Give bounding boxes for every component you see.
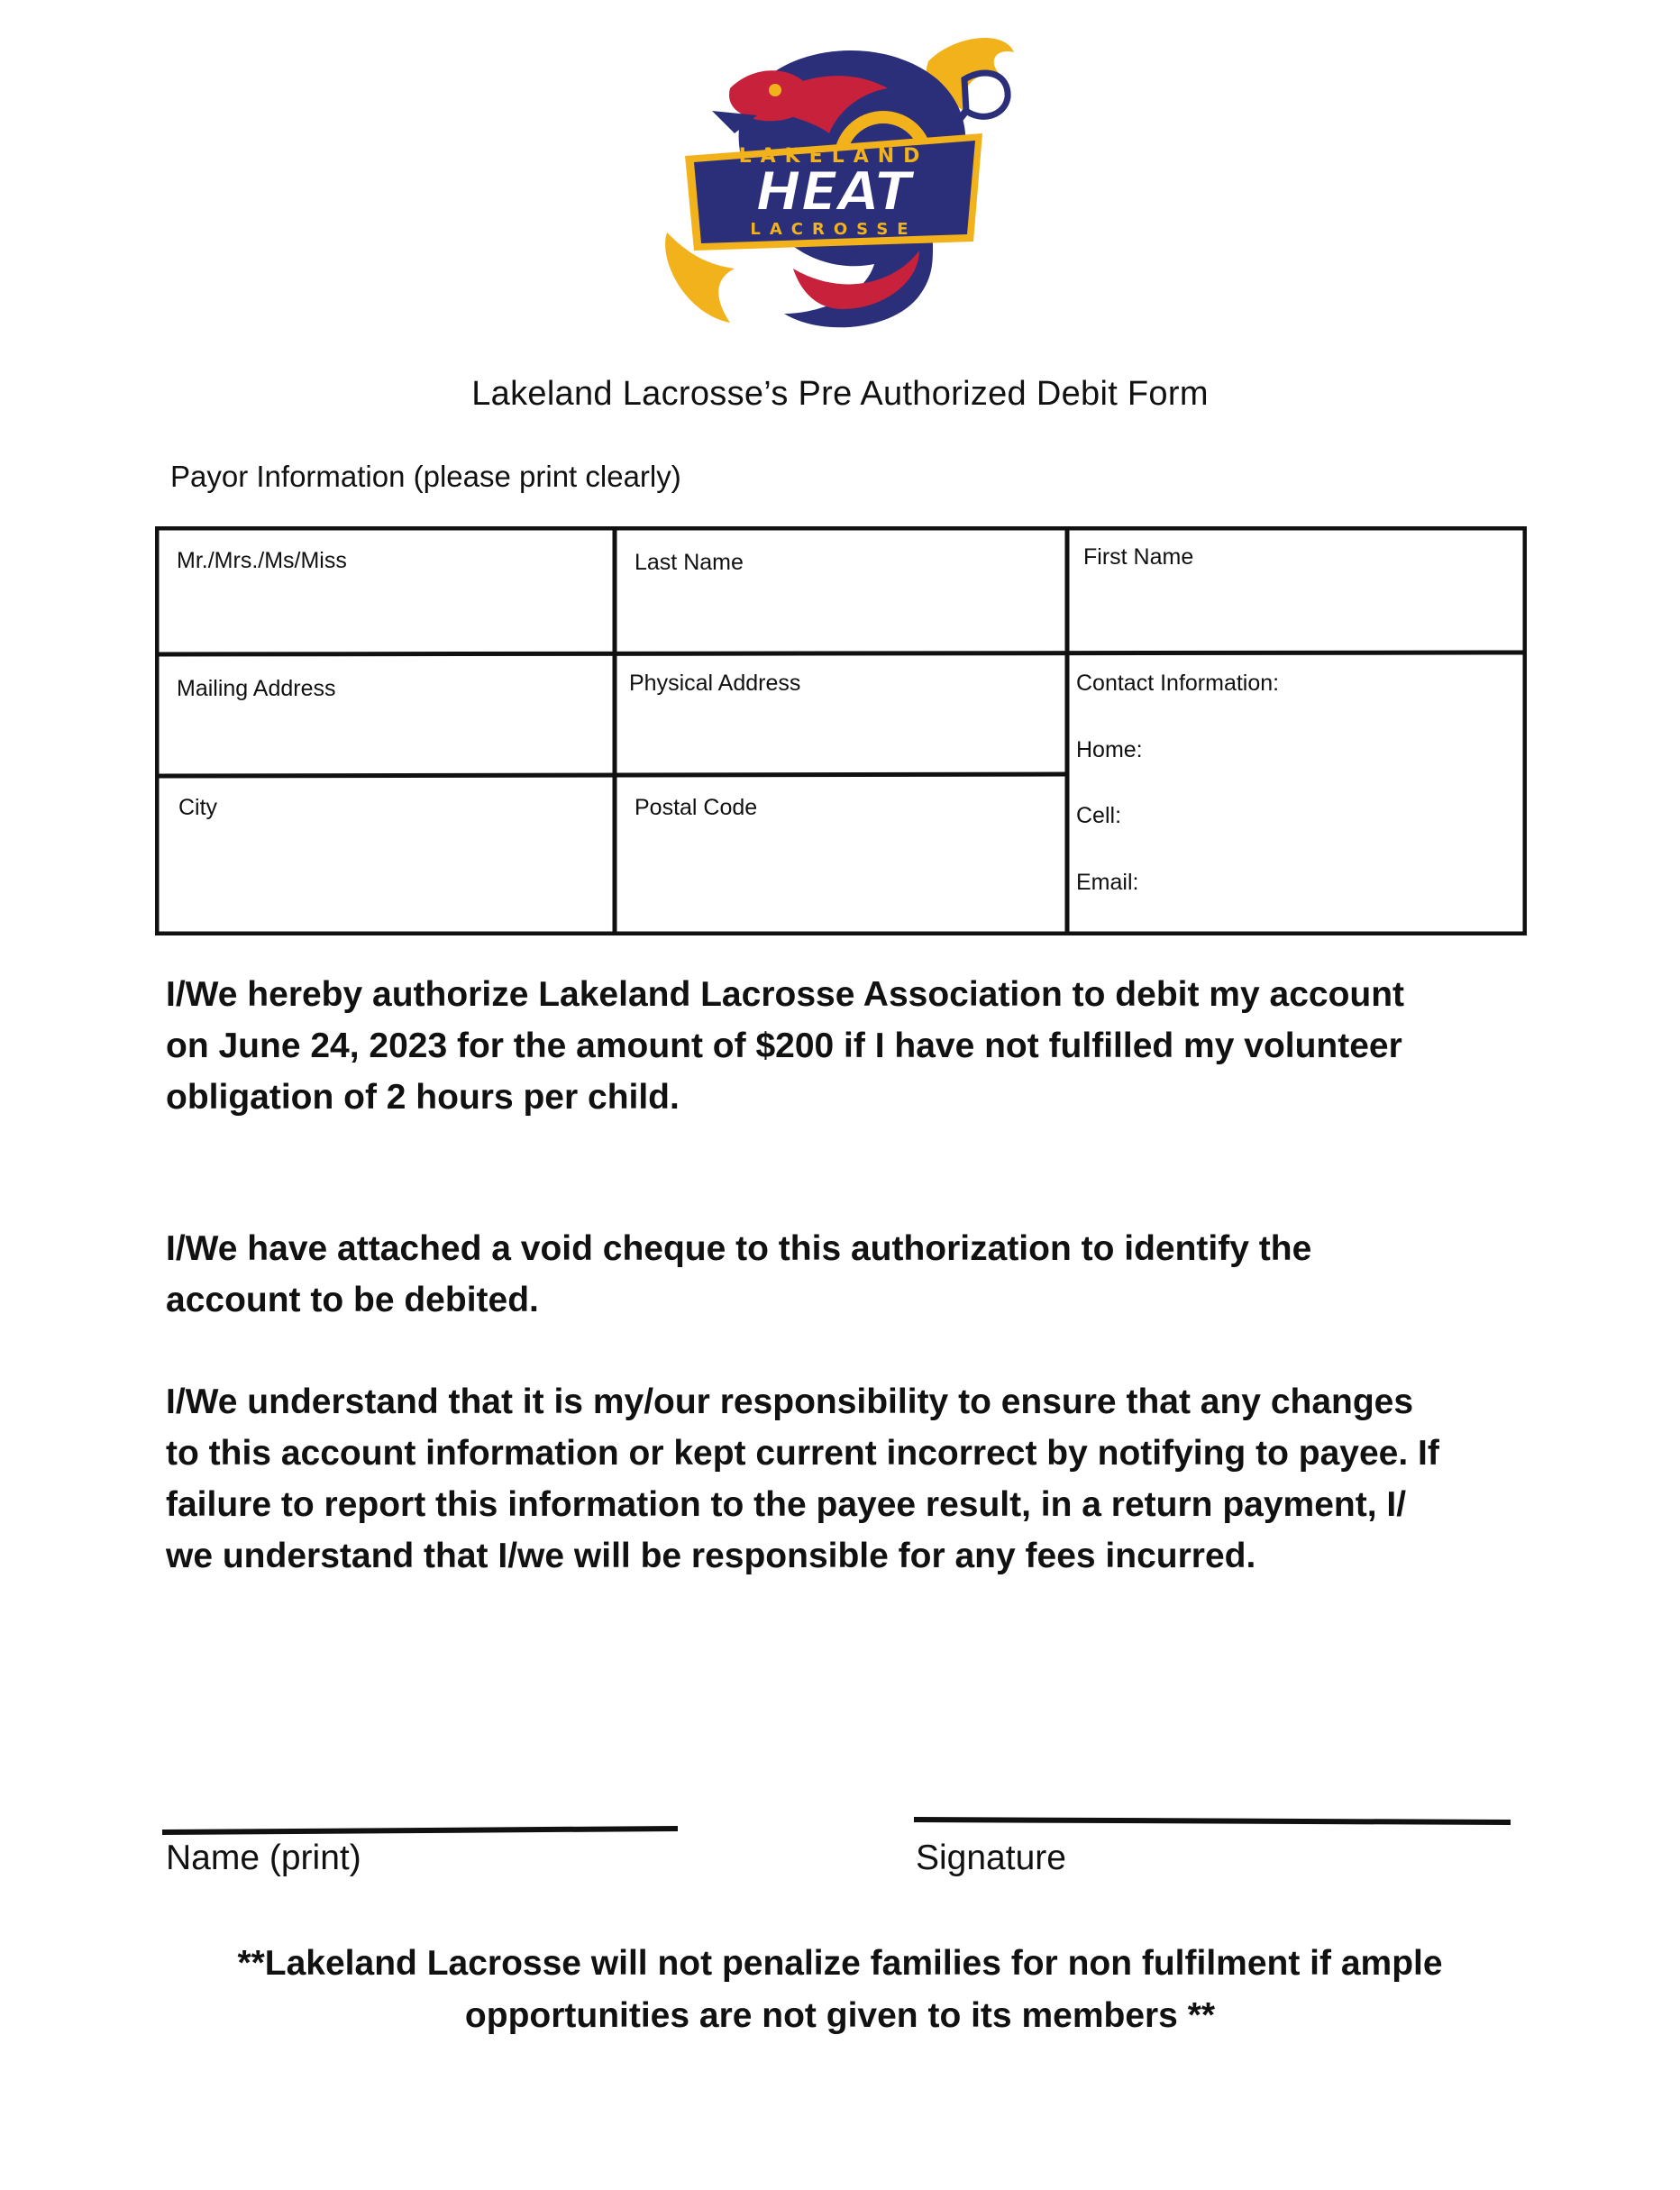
svg-text:HEAT: HEAT (755, 160, 912, 224)
name-print-line[interactable] (159, 1824, 681, 1837)
payor-info-table (155, 526, 1527, 935)
salutation-field[interactable]: Mr./Mrs./Ms/Miss (177, 548, 347, 573)
payor-info-heading: Payor Information (please print clearly) (170, 460, 681, 493)
first-name-field[interactable]: First Name (1083, 544, 1194, 570)
svg-text:LACROSSE: LACROSSE (750, 220, 918, 239)
team-logo (649, 25, 1027, 341)
signature-line[interactable] (910, 1815, 1514, 1828)
signature-label: Signature (916, 1839, 1066, 1877)
email-field[interactable]: Email: (1076, 870, 1139, 895)
city-field[interactable]: City (178, 795, 218, 820)
home-phone-field[interactable]: Home: (1076, 737, 1143, 762)
contact-information-label: Contact Information: (1076, 671, 1280, 696)
postal-code-field[interactable]: Postal Code (635, 795, 758, 820)
responsibility-paragraph: I/We understand that it is my/our responsibility to ensure that any changes to this account information or kept current incorrect by notifying to payee. If failure to report this information to the payee result, in a return payment, I/ we understand that I/we will be responsible for any fees incurred. (166, 1382, 1439, 1575)
footer-note: **Lakeland Lacrosse will not penalize families for non fulfilment if ample opportunities are not given to its members ** (237, 1944, 1443, 2035)
table-grid (155, 526, 1527, 935)
svg-text:LAKELAND: LAKELAND (738, 145, 929, 168)
form-title: Lakeland Lacrosse’s Pre Authorized Debit Form (471, 375, 1209, 413)
dragon-logo-graphic (649, 25, 1027, 341)
name-print-label: Name (print) (166, 1839, 361, 1877)
cell-phone-field[interactable]: Cell: (1076, 803, 1122, 828)
last-name-field[interactable]: Last Name (635, 550, 744, 575)
void-cheque-paragraph: I/We have attached a void cheque to this authorization to identify the account to be debited. (166, 1229, 1312, 1319)
mailing-address-field[interactable]: Mailing Address (177, 676, 336, 701)
authorization-paragraph: I/We hereby authorize Lakeland Lacrosse Association to debit my account on June 24, 2023 for the amount of $200 if I have not fulfilled my volunteer obligation of 2 hours per child. (166, 975, 1405, 1117)
physical-address-field[interactable]: Physical Address (629, 671, 801, 696)
